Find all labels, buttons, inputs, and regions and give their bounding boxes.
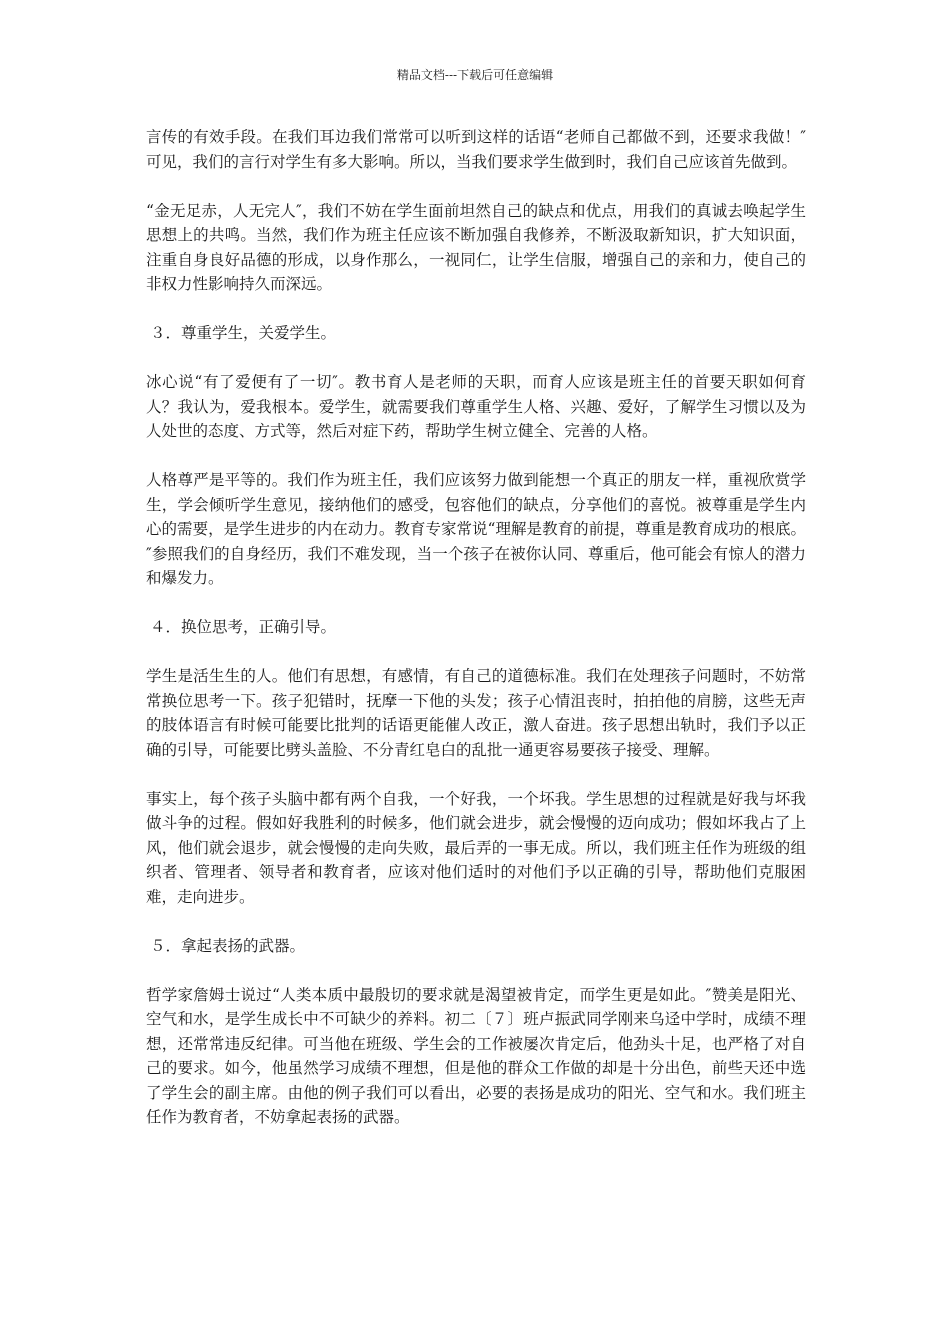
section-heading-3: ３．尊重学生，关爱学生。 [150, 324, 337, 342]
paragraph-gap [146, 444, 806, 469]
paragraph-gap [146, 640, 806, 665]
paragraph-gap [146, 297, 806, 322]
paragraph-gap [146, 174, 806, 199]
paragraph-gap [146, 591, 806, 616]
paragraph-6: 事实上，每个孩子头脑中都有两个自我，一个好我，一个坏我。学生思想的过程就是好我与坏我做斗争的过程。假如好我胜利的时候多，他们就会进步，就会慢慢的迈向成功；假如坏我占了上风，他们就会退步，就会慢慢的走向失败，最后弄的一事无成。所以，我们班主任作为班级的组织者、管理者、领导者和教育者，应该对他们适时的对他们予以正确的引导，帮助他们克服困难，走向进步。 [146, 789, 806, 906]
page-header: 精品文档---下载后可任意编辑 [396, 68, 554, 82]
section-heading-5: ５．拿起表扬的武器。 [150, 936, 306, 955]
paragraph-2: “金无足赤，人无完人″，我们不妨在学生面前坦然自己的缺点和优点，用我们的真诚去唤起学生思想上的共鸣。当然，我们作为班主任应该不断加强自我修养，不断汲取新知识，扩大知识面，注重自身良好品德的形成，以身作那么，一视同仁，让学生信服，增强自己的亲和力，使自己的非权力性影响持久而深远。 [146, 201, 806, 293]
paragraph-gap [146, 346, 806, 371]
paragraph-3: 冰心说“有了爱便有了一切″。教书育人是老师的天职，而育人应该是班主任的首要天职如何育人？我认为，爱我根本。爱学生，就需要我们尊重学生人格、兴趣、爱好，了解学生习惯以及为人处世的态度、方式等，然后对症下药，帮助学生树立健全、完善的人格。 [146, 373, 806, 440]
paragraph-5: 学生是活生生的人。他们有思想，有感情，有自己的道德标准。我们在处理孩子问题时，不妨常常换位思考一下。孩子犯错时，抚摩一下他的头发；孩子心情沮丧时，拍拍他的肩膀，这些无声的肢体语言有时候可能要比批判的话语更能催人改正，激人奋进。孩子思想出轨时，我们予以正确的引导，可能要比劈头盖脸、不分青红皂白的乱批一通更容易要孩子接受、理解。 [146, 667, 806, 759]
paragraph-4: 人格尊严是平等的。我们作为班主任，我们应该努力做到能想一个真正的朋友一样，重视欣赏学生，学会倾听学生意见，接纳他们的感受，包容他们的缺点，分享他们的喜悦。被尊重是学生内心的需要，是学生进步的内在动力。教育专家常说“理解是教育的前提，尊重是教育成功的根底。″参照我们的自身经历，我们不难发现，当一个孩子在被你认同、尊重后，他可能会有惊人的潜力和爆发力。 [146, 471, 806, 587]
paragraph-1: 言传的有效手段。在我们耳边我们常常可以听到这样的话语“老师自己都做不到，还要求我做！″可见，我们的言行对学生有多大影响。所以，当我们要求学生做到时，我们自己应该首先做到。 [146, 128, 806, 171]
paragraph-gap [146, 958, 806, 983]
section-heading-4: ４．换位思考，正确引导。 [150, 618, 337, 636]
paragraph-gap [146, 909, 806, 934]
document-body [146, 125, 806, 1130]
paragraph-gap [146, 762, 806, 787]
paragraph-7: 哲学家詹姆士说过“人类本质中最殷切的要求就是渴望被肯定，而学生更是如此。″赞美是阳光、空气和水，是学生成长中不可缺少的养料。初二〔７〕班卢振武同学刚来乌迳中学时，成绩不理想，还常常违反纪律。可当他在班级、学生会的工作被屡次肯定后，他劲头十足，也严格了对自己的要求。如今，他虽然学习成绩不理想，但是他的群众工作做的却是十分出色，前些天还中选了学生会的副主席。由他的例子我们可以看出，必要的表扬是成功的阳光、空气和水。我们班主任作为教育者，不妨拿起表扬的武器。 [146, 985, 806, 1126]
